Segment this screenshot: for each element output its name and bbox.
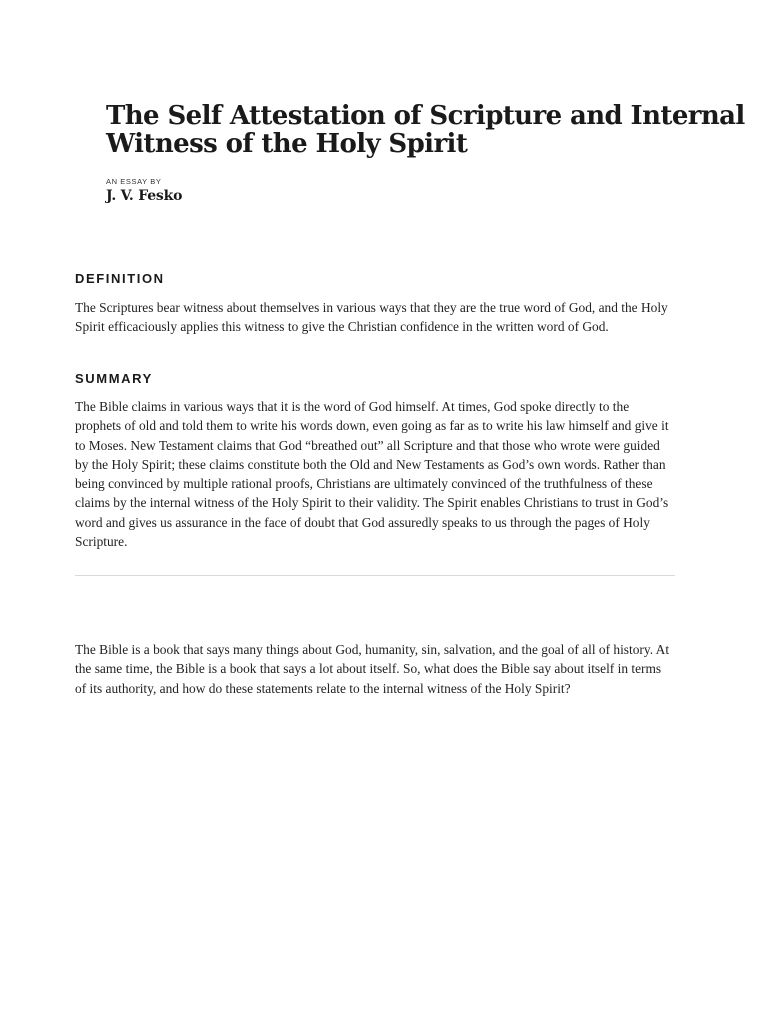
- summary-heading: SUMMARY: [75, 371, 153, 386]
- definition-text: The Scriptures bear witness about themselves in various ways that they are the true word of God, and the Holy Spirit efficaciously applies this witness to give the Christian confidence in the written word of God.: [75, 300, 668, 335]
- essay-title: The Self Attestation of Scripture and Internal Witness of the Holy Spirit: [106, 101, 745, 159]
- definition-heading: DEFINITION: [75, 271, 165, 286]
- section-divider: [75, 575, 675, 576]
- byline-label: AN ESSAY BY: [106, 177, 162, 186]
- summary-text: The Bible claims in various ways that it is the word of God himself. At times, God spoke directly to the prophets of old and told them to write his words down, even going as far as to write his law himself and give it to Moses. New Testament claims that God “breathed out” all Scripture and that those who wrote were guided by the Holy Spirit; these claims constitute both the Old and New Testaments as God’s own words. Rather than being convinced by multiple rational proofs, Christians are ultimately convinced of the truthfulness of these claims by the internal witness of the Holy Spirit to their validity. The Spirit enables Christians to trust in God’s word and gives us assurance in the face of doubt that God assuredly speaks to us through the pages of Holy Scripture.: [75, 399, 669, 550]
- intro-paragraph: The Bible is a book that says many things about God, humanity, sin, salvation, and the goal of all of history. At the same time, the Bible is a book that says a lot about itself. So, what does the Bible say about itself in terms of its authority, and how do these statements relate to the internal witness of the Holy Spirit?: [75, 642, 670, 696]
- author-name: J. V. Fesko: [106, 188, 183, 204]
